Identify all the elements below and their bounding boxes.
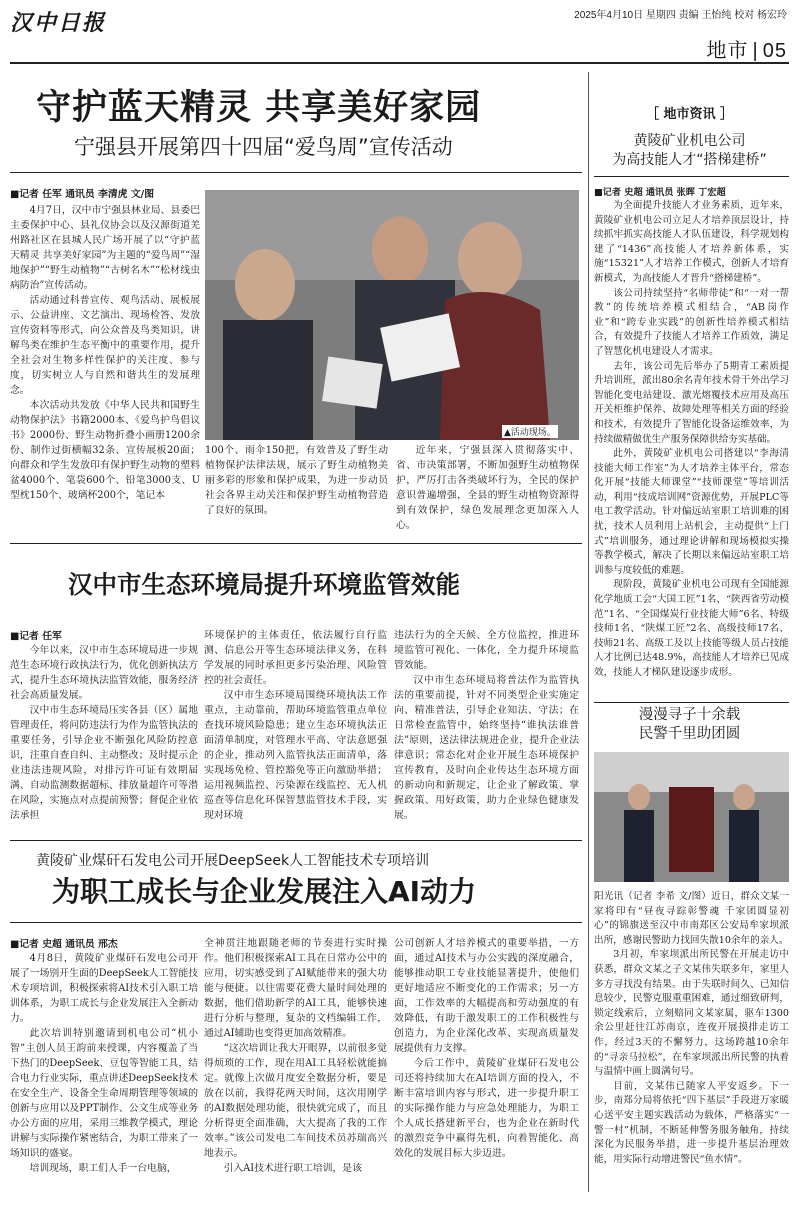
paragraph: 今年以来，汉中市生态环境局进一步规范生态环境行政执法行为，优化创新执法方式，提升生态环境执法监管效能，服务经济社会高质量发展。 (10, 645, 198, 701)
article2-col3 (394, 628, 579, 838)
paragraph: “这次培训让我大开眼界，以前很多觉得烦琐的工作，现在用AI工具轻松就能搞定。就像上次做月度安全数据分析，要是放在以前，我得花两天时间，这次用刚学的AI数据处理功能，很快就完成了，而且分析得更全面准确，大大提高了我的工作效率。”该公司发电二车间技术员苏瑞高兴地表示。 (204, 1043, 387, 1159)
article3-col2 (204, 936, 387, 1196)
paragraph: 培训现场，职工们人手一台电脑， (29, 1163, 177, 1174)
paragraph: 去年，该公司先后举办了5期青工素质提升培训班，派出80余名青年技术骨干外出学习智能化变电站建设、激光熔覆技术应用及高压开关柜维护保养、故障处理等相关方面的经验和技术，有效提升了智能化设备运维效率，为持续做精做优生产服务保障供给夯实基础。 (594, 360, 789, 445)
banner-presentation-illustration (594, 752, 789, 882)
paragraph: 该公司持续坚持“名师带徒”和“一对一帮教”的传统培养模式相结合，“AB岗作业”和“跨专业实践”的创新性培养模式相结合，有效提升了技能人才培养工作质效，满足了智慧化机电建设人才需求。 (594, 287, 789, 357)
section-name: 地市 (706, 40, 749, 62)
sidebar-bottom-title-line2: 民警千里助团圆 (638, 726, 741, 742)
paragraph: 汉中市生态环境局围绕环境执法工作重点，主动靠前，帮助环境监管重点单位查找环境风险隐患；建立生态环境执法正面清单制度，对管理水平高、守法意愿强的企业，推动列入监管执法正面清单，落实现场免检、管控豁免等正向激励举措；运用视频监控、污染源在线监控、无人机巡查等信息化环保智慧监管技术手段，实现对环境 (204, 690, 387, 821)
article3-title: 为职工成长与企业发展注入AI动力 (52, 875, 477, 908)
article1-col2 (205, 443, 388, 538)
paragraph: 违法行为的全天候、全方位监控，推进环境监管可视化、一体化，全力提升环境监管效能。 (394, 630, 579, 671)
paragraph: 此外，黄陵矿业机电公司搭建以“李海清技能大师工作室”为人才培养主体平台，常态化开展“技能大师课堂”“技师课堂”等培训活动，利用“技成培训网”资源优势，开展PLC等电工教学活动。针对偏远站室职工培训难的困扰，技术人员利用上站机会，主动提供“上门式”培训服务，通过理论讲解和现场模拟实操等教学模式，解决了长期以来偏远站室职工培训参与度较低的难题。 (594, 448, 789, 576)
sidebar-top-title (590, 132, 789, 170)
sidebar-top-rule (594, 176, 789, 177)
sidebar-top-body (594, 199, 789, 699)
sidebar-bottom-title-line1: 漫漫寻子十余载 (638, 707, 741, 723)
sidebar-top-byline: ■记者 史超 通讯员 张晖 丁宏超 (594, 187, 726, 198)
paragraph: 4月8日，黄陵矿业煤矸石发电公司开展了一场别开生面的DeepSeek人工智能技术专项培训，积极探索将AI技术引入职工培训体系，为职工成长与企业发展注入全新动力。 (10, 953, 198, 1024)
sidebar-tag-text: 地市资讯 (663, 107, 716, 122)
vertical-divider (588, 72, 589, 1192)
article1-byline: ■记者 任军 通讯员 李清虎 文/图 (10, 189, 155, 200)
article1-col1 (10, 203, 200, 538)
paragraph: 为全面提升技能人才业务素质，近年来，黄陵矿业机电公司立足人才培养顶层设计，持续抓牢抓实高技能人才队伍建设，科学规划构建了“1436”高技能人才培养新体系，实施“15321”人才培养工作模式，创新人才培育新模式，为高技能人才晋升“搭梯建桥”。 (594, 200, 789, 284)
article3-top-rule (10, 840, 582, 841)
sidebar-bottom-body (594, 890, 789, 1195)
paragraph: 引入AI技术进行职工培训，是该 (223, 1163, 362, 1174)
page-number: 05 (762, 40, 787, 62)
article1-photo-caption: ▲活动现场。 (502, 425, 558, 438)
paragraph: 4月7日，汉中市宁强县林业局、县委巴主委保护中心、县礼仪协会以及汉源街道羌州路社区在县城人民广场开展了以“守护蓝天精灵 共享美好家园”为主题的“爱鸟周”“湿地保护”“野生动植物”“古树名木”“松材线虫病防治”宣传活动。 (10, 205, 200, 291)
article1-subtitle: 宁强县开展第四十四届“爱鸟周”宣传活动 (74, 135, 453, 159)
article2-title: 汉中市生态环境局提升环境监管效能 (68, 570, 460, 599)
paragraph: 3月初，牟家坝派出所民警在开展走访中获悉，群众文某之子文某伟失联多年，家里人多方寻找没有结果。由于失联时间久、已知信息较少，民警克服重重困难，通过细致研判，锁定线索后，立刻赔同文某家属，驱车1300余公里赶往江苏南京，连夜开展摸排走访工作，经过3天的不懈努力，这场跨越10余年的“寻亲马拉松”，在牟家坝派出所民警的执着与温情中画上圆满句号。 (594, 949, 789, 1078)
paragraph: 目前，文某伟已随家人平安返乡。下一步，南郑分局将依托“四下基层”手段进万家暖心送平安主题实践活动为载体，严格落实“一警一村”机制，不断延伸警务服务触角，持续深化为民服务举措，进一步提升基层治理效能，用实际行动增进警民“鱼水情”。 (594, 1080, 789, 1165)
sidebar-tag: ［ 地市资讯 ］ (645, 107, 734, 122)
activity-scene-illustration (205, 190, 579, 440)
paragraph: 本次活动共发放《中华人民共和国野生动物保护法》书籍2000本、《爱鸟护鸟倡议书》2000份、野生动物折叠小画册1200余份、制作过街横幅32条、宣传展板20面；向群众和学生发放印有保护野生动物的塑料盆4000个、笔袋600个、铅笔3000支、U型枕150个、玻璃杯200个，笔记本 (10, 400, 200, 501)
paragraph: 今后工作中，黄陵矿业煤矸石发电公司还将持续加大在AI培训方面的投入，不断丰富培训内容与形式，进一步提升职工的实际操作能力与应急处理能力，为职工个人成长搭建新平台，也为企业在新时代的激烈竞争中赢得先机，向着智能化、高效化的发展目标大步迈进。 (394, 1058, 579, 1159)
article3-byline: ■记者 史超 通讯员 邢杰 (10, 939, 118, 950)
article1-col3 (396, 443, 579, 538)
newspaper-logo: 汉中日报 (10, 10, 107, 36)
sidebar-bottom-photo (594, 752, 789, 882)
article3-title-rule (10, 922, 582, 923)
article2-col2 (204, 628, 387, 838)
masthead-rule (10, 62, 789, 64)
paragraph: 此次培训特别邀请到机电公司“机小智”主创人员王韵前来授课，内容覆盖了当下热门的DeepSeek、豆包等智能工具，结合电力行业实际，重点讲述DeepSeek技术在安全生产、设备全生命周期管理等领域的创新与应用以及PPT制作、公文生成等业务办公方面的应用，采用三维教学模式，理论讲解与实际操作紧密结合，为职工带来了一场知识的盛宴。 (10, 1028, 198, 1159)
article1-photo (205, 190, 579, 440)
paragraph: 环境保护的主体责任，依法履行自行监测、信息公开等生态环境法律义务，在科学发展的同时承担更多污染治理、风险管控的社会责任。 (204, 630, 387, 686)
article1-title-rule (10, 172, 582, 173)
article3-col1 (10, 951, 198, 1196)
sidebar-bottom-rule (594, 702, 789, 703)
paragraph: 全神贯注地跟随老师的节奏进行实时操作。他们积极探索AI工具在日常办公中的应用，切实感受到了AI赋能带来的强大功能与便捷。以往需要花费大量时间处理的数据，他们借助新学的AI工具，能够快速进行分析与整理，复杂的文档编辑工作，通过AI辅助也变得更加高效精准。 (204, 938, 387, 1039)
article3-col3 (394, 936, 579, 1196)
section-label: 地市 | 05 (706, 40, 787, 62)
paragraph: 现阶段，黄陵矿业机电公司现有全国能源化学地质工会“大国工匠”1名、“陕西省劳动模范”1名、“全国煤炭行业技能大师”6名、特级技师1名、“陕煤工匠”2名、高级技师17名、技师21名、高级工及以上技能等级人员占技能人才比例已达48.9%，高技能人才培养已见成效，技能人才梯队建设逐步成形。 (594, 579, 789, 678)
paragraph: 汉中市生态环境局压实各县（区）属地管理责任，将问防违法行为作为监管执法的重要任务，引导企业不断强化风险防控意识，注重自查自纠、主动整改；及时提示企业违法违规风险，对排污许可证有效期届满、自动监测数据超标、排放量超许可等潜在风险，实施点对点提前预警；督促企业依法承担 (10, 705, 198, 821)
article1-title: 守护蓝天精灵 共享美好家园 (36, 88, 482, 128)
sidebar-top-title-line1: 黄陵矿业机电公司 (633, 133, 746, 149)
issue-info: 2025年4月10日 星期四 责编 王怡纯 校对 杨宏玲 (574, 10, 787, 21)
sidebar-bottom-title (590, 706, 789, 744)
paragraph: 活动通过科普宣传、观鸟活动、展板展示、公益讲座、文艺演出、现场检答、发放宣传资料等形式，向公众普及鸟类知识，讲解鸟类在维护生态平衡中的重要作用，提升全社会对生物多样性保护的关注度、参与度，切实树立人与自然和谐共生的发展理念。 (10, 295, 200, 396)
article2-col1 (10, 643, 198, 838)
article3-kicker: 黄陵矿业煤矸石发电公司开展DeepSeek人工智能技术专项培训 (36, 853, 430, 869)
sidebar-top-title-line2: 为高技能人才“搭梯建桥” (612, 152, 767, 168)
article2-byline: ■记者 任军 (10, 631, 62, 642)
paragraph: 公司创新人才培养模式的重要举措，一方面，通过AI技术与办公实践的深度融合，能够推动职工专业技能显著提升，使他们更好地适应不断变化的工作需求；另一方面，工作效率的大幅提高和劳动强度的有效降低，有助于激发职工的工作积极性与创造力，为企业深化改革、实现高质量发展提供有力支撑。 (394, 938, 579, 1054)
paragraph: 近年来，宁强县深入贯彻落实中、省、市决策部署，不断加强野生动植物保护，严厉打击各类破坏行为，全民的保护意识普遍增强，全县的野生动植物资源得到有效保护，绿色发展理念更加深入人心。 (396, 445, 579, 531)
paragraph: 100个、雨伞150把，有效普及了野生动植物保护法律法规，展示了野生动植物美丽多彩的形象和保护成果，为进一步动员社会各界主动关注和保护野生动植物营造了良好的氛围。 (205, 445, 388, 516)
paragraph: 阳光讯（记者 李希 文/图）近日，群众文某一家将印有“昼夜寻踪彰警魂 千家团圆显初心”的锦旗送至汉中市南郑区公安局牟家坝派出所，感谢民警助力找回失散10余年的亲人。 (594, 891, 789, 946)
paragraph: 汉中市生态环境局将普法作为监管执法的重要前提，针对不同类型企业实施定向、精准普法，引导企业知法、守法；在日常检查监管中，始终坚持“谁执法谁普法”原则，送法律法规进企业，提升企业法律意识；常态化对企业开展生态环境保护宣传教育，及时向企业传达生态环境方面的新动向和新规定，让企业了解政策、掌握政策、用好政策，助力企业绿色健康发展。 (394, 675, 579, 821)
article2-top-rule (10, 543, 582, 544)
